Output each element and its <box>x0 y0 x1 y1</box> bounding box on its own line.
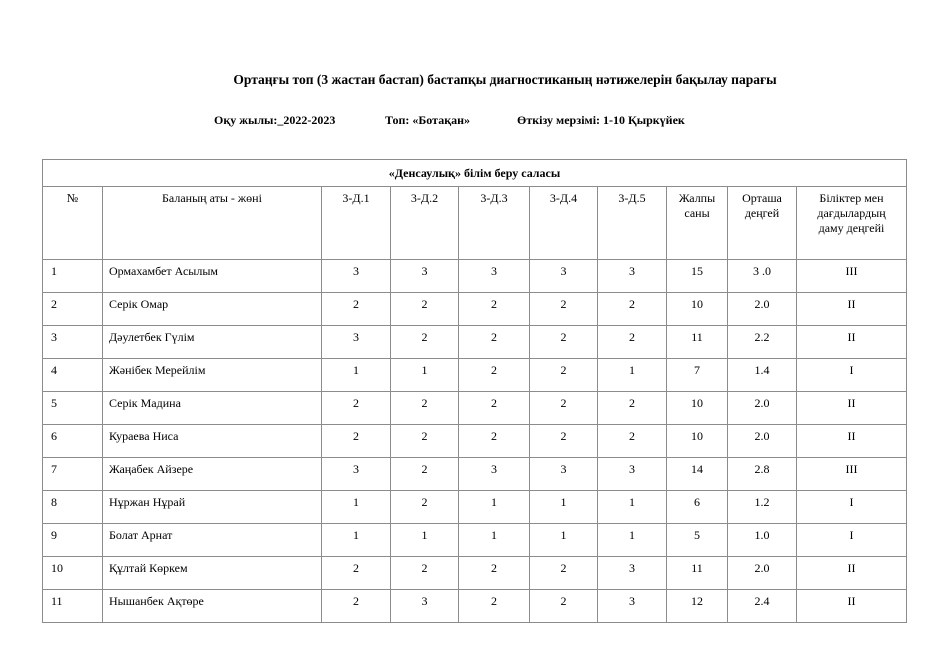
row-number: 6 <box>43 425 103 458</box>
row-number: 8 <box>43 491 103 524</box>
score-d4: 2 <box>530 293 598 326</box>
child-name: Нышанбек Ақтөре <box>103 590 322 623</box>
row-number: 7 <box>43 458 103 491</box>
score-d2: 2 <box>391 293 459 326</box>
col-header-average-line2: деңгей <box>744 206 780 220</box>
skill-level: II <box>797 293 907 326</box>
row-number: 5 <box>43 392 103 425</box>
score-d3: 3 <box>459 260 530 293</box>
total-score: 10 <box>667 392 728 425</box>
score-d5: 1 <box>598 359 667 392</box>
skill-level: III <box>797 458 907 491</box>
score-d5: 2 <box>598 425 667 458</box>
child-name: Серік Мадина <box>103 392 322 425</box>
score-d4: 3 <box>530 260 598 293</box>
skill-level: II <box>797 425 907 458</box>
col-header-num: № <box>43 187 103 260</box>
total-score: 11 <box>667 557 728 590</box>
score-d1: 2 <box>322 557 391 590</box>
table-row <box>43 557 907 590</box>
child-name: Серік Омар <box>103 293 322 326</box>
score-d4: 1 <box>530 524 598 557</box>
average-level: 2.0 <box>728 557 797 590</box>
child-name: Құлтай Көркем <box>103 557 322 590</box>
col-header-d3: 3-Д.3 <box>459 187 530 260</box>
score-d2: 2 <box>391 392 459 425</box>
score-d5: 3 <box>598 590 667 623</box>
score-d1: 3 <box>322 326 391 359</box>
score-d1: 2 <box>322 590 391 623</box>
score-d3: 2 <box>459 359 530 392</box>
table-row <box>43 326 907 359</box>
score-d3: 1 <box>459 491 530 524</box>
total-score: 6 <box>667 491 728 524</box>
col-header-average <box>728 187 797 260</box>
score-d5: 3 <box>598 557 667 590</box>
table-row <box>43 260 907 293</box>
score-d1: 1 <box>322 524 391 557</box>
score-d5: 2 <box>598 326 667 359</box>
table-row <box>43 491 907 524</box>
skill-level: I <box>797 359 907 392</box>
row-number: 11 <box>43 590 103 623</box>
score-d2: 2 <box>391 458 459 491</box>
page-title: Ортаңғы топ (3 жастан бастап) бастапқы диагностиканың нәтижелерін бақылау парағы <box>233 72 777 87</box>
col-header-d5: 3-Д.5 <box>598 187 667 260</box>
row-number: 10 <box>43 557 103 590</box>
average-level: 2.0 <box>728 425 797 458</box>
table-row <box>43 392 907 425</box>
col-header-name: Баланың аты - жөні <box>103 187 322 260</box>
score-d5: 1 <box>598 491 667 524</box>
skill-level: II <box>797 590 907 623</box>
total-score: 10 <box>667 293 728 326</box>
col-header-total-line2: саны <box>684 206 710 220</box>
total-score: 15 <box>667 260 728 293</box>
score-d5: 3 <box>598 458 667 491</box>
section-header-row <box>43 160 907 187</box>
score-d5: 3 <box>598 260 667 293</box>
col-header-level-line2: дағдылардың <box>817 206 886 220</box>
assessment-period: Өткізу мерзімі: 1-10 Қыркүйек <box>517 113 685 127</box>
score-d3: 2 <box>459 293 530 326</box>
score-d5: 2 <box>598 293 667 326</box>
child-name: Дәулетбек Гүлім <box>103 326 322 359</box>
score-d4: 3 <box>530 458 598 491</box>
col-header-average-line1: Орташа <box>742 191 782 205</box>
average-level: 1.0 <box>728 524 797 557</box>
score-d1: 3 <box>322 458 391 491</box>
score-d4: 2 <box>530 392 598 425</box>
col-header-level-line1: Біліктер мен <box>819 191 884 205</box>
average-level: 2.0 <box>728 293 797 326</box>
score-d1: 3 <box>322 260 391 293</box>
table-row <box>43 458 907 491</box>
average-level: 2.2 <box>728 326 797 359</box>
score-d3: 3 <box>459 458 530 491</box>
row-number: 4 <box>43 359 103 392</box>
score-d2: 2 <box>391 425 459 458</box>
score-d5: 2 <box>598 392 667 425</box>
col-header-d2: 3-Д.2 <box>391 187 459 260</box>
score-d1: 2 <box>322 425 391 458</box>
score-d1: 2 <box>322 293 391 326</box>
table-row <box>43 425 907 458</box>
score-d4: 2 <box>530 590 598 623</box>
child-name: Кураева Ниса <box>103 425 322 458</box>
child-name: Жаңабек Айзере <box>103 458 322 491</box>
score-d3: 1 <box>459 524 530 557</box>
score-d3: 2 <box>459 425 530 458</box>
table-row <box>43 359 907 392</box>
table-row <box>43 524 907 557</box>
total-score: 11 <box>667 326 728 359</box>
total-score: 10 <box>667 425 728 458</box>
score-d1: 1 <box>322 359 391 392</box>
score-d3: 2 <box>459 557 530 590</box>
average-level: 3 .0 <box>728 260 797 293</box>
score-d1: 1 <box>322 491 391 524</box>
average-level: 1.4 <box>728 359 797 392</box>
average-level: 2.4 <box>728 590 797 623</box>
child-name: Ормахамбет Асылым <box>103 260 322 293</box>
child-name: Жәнібек Мерейлім <box>103 359 322 392</box>
skill-level: II <box>797 392 907 425</box>
group-name: Топ: «Ботақан» <box>385 113 471 127</box>
score-d3: 2 <box>459 590 530 623</box>
total-score: 12 <box>667 590 728 623</box>
score-d2: 2 <box>391 326 459 359</box>
results-table <box>42 159 907 623</box>
col-header-total-line1: Жалпы <box>678 191 716 205</box>
score-d1: 2 <box>322 392 391 425</box>
score-d4: 2 <box>530 359 598 392</box>
total-score: 5 <box>667 524 728 557</box>
average-level: 2.8 <box>728 458 797 491</box>
col-header-total <box>667 187 728 260</box>
child-name: Болат Арнат <box>103 524 322 557</box>
skill-level: II <box>797 326 907 359</box>
score-d2: 1 <box>391 359 459 392</box>
score-d2: 2 <box>391 557 459 590</box>
skill-level: III <box>797 260 907 293</box>
skill-level: I <box>797 491 907 524</box>
score-d5: 1 <box>598 524 667 557</box>
score-d2: 3 <box>391 590 459 623</box>
col-header-level-line3: даму деңгейі <box>818 221 885 235</box>
average-level: 2.0 <box>728 392 797 425</box>
score-d4: 2 <box>530 557 598 590</box>
academic-year: Оқу жылы:_2022-2023 <box>214 113 336 127</box>
score-d4: 2 <box>530 425 598 458</box>
average-level: 1.2 <box>728 491 797 524</box>
table-row <box>43 293 907 326</box>
row-number: 9 <box>43 524 103 557</box>
row-number: 1 <box>43 260 103 293</box>
row-number: 3 <box>43 326 103 359</box>
skill-level: II <box>797 557 907 590</box>
section-title: «Денсаулық» білім беру саласы <box>43 160 907 187</box>
score-d2: 3 <box>391 260 459 293</box>
col-header-level <box>797 187 907 260</box>
score-d2: 1 <box>391 524 459 557</box>
score-d4: 1 <box>530 491 598 524</box>
column-header-row <box>43 187 907 260</box>
total-score: 14 <box>667 458 728 491</box>
score-d4: 2 <box>530 326 598 359</box>
child-name: Нұржан Нұрай <box>103 491 322 524</box>
total-score: 7 <box>667 359 728 392</box>
row-number: 2 <box>43 293 103 326</box>
col-header-d1: 3-Д.1 <box>322 187 391 260</box>
score-d3: 2 <box>459 326 530 359</box>
table-row <box>43 590 907 623</box>
score-d2: 2 <box>391 491 459 524</box>
col-header-d4: 3-Д.4 <box>530 187 598 260</box>
score-d3: 2 <box>459 392 530 425</box>
skill-level: I <box>797 524 907 557</box>
